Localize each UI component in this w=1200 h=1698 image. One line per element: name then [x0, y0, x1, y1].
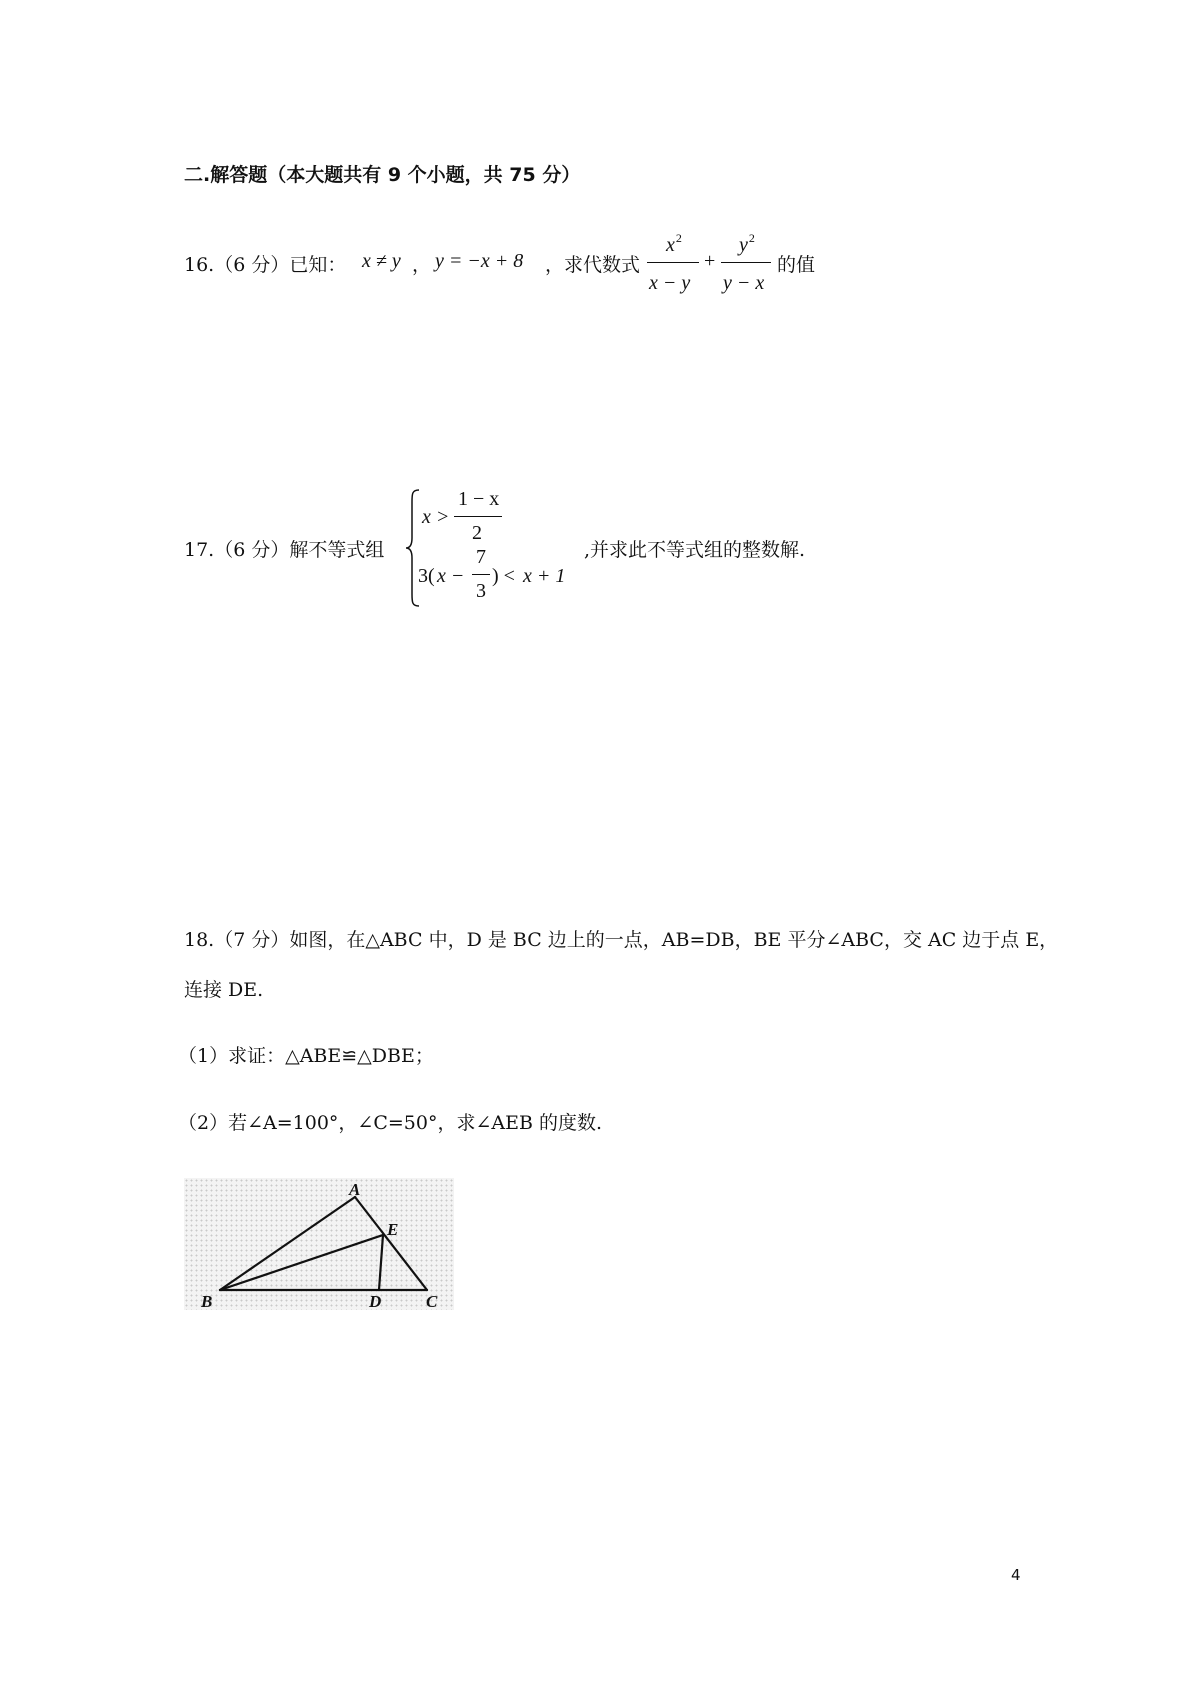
point-label-b: B — [201, 1292, 213, 1311]
q16-frac1-numerator: $x^2$ — [666, 231, 682, 256]
page-number: 4 — [1011, 1566, 1021, 1584]
segment-ab — [220, 1197, 355, 1290]
segment-ac — [355, 1197, 427, 1290]
q18-part-2: （2）若∠A=100°，∠C=50°，求∠AEB 的度数. — [178, 1112, 603, 1134]
q16-plus: + — [704, 250, 716, 272]
q16-frac1-denominator: x − y — [649, 272, 691, 294]
q17-line1-bar — [454, 516, 502, 517]
q16-frac2-bar — [721, 262, 771, 263]
q17-brace-icon — [405, 488, 421, 608]
q17-line2-close: ) < — [492, 565, 515, 587]
q17-line2-bar — [472, 574, 490, 575]
segment-be — [220, 1235, 383, 1290]
q17-suffix: ,并求此不等式组的整数解. — [584, 539, 806, 561]
q18-line-2: 连接 DE. — [184, 979, 264, 1001]
q16-condition-2: y = −x + 8 — [435, 250, 524, 272]
q16-prefix: 16.（6 分）已知： — [184, 254, 347, 276]
q17-line2-open: 3( — [418, 565, 435, 587]
q17-line1-lhs: x > — [422, 506, 450, 528]
q17-line2-numerator: 7 — [476, 546, 486, 568]
triangle-diagram — [184, 1178, 454, 1310]
q17-line2-rhs: x + 1 — [523, 565, 566, 587]
q17-line1-denominator: 2 — [472, 522, 482, 544]
q17-line2-denominator: 3 — [476, 580, 486, 602]
q17-line1-numerator: 1 − x — [458, 488, 500, 510]
point-label-d: D — [369, 1292, 382, 1311]
q18-line-1: 18.（7 分）如图，在△ABC 中，D 是 BC 边上的一点，AB=DB，BE 平分∠ABC，交 AC 边于点 E， — [184, 929, 1059, 951]
point-label-e: E — [387, 1220, 399, 1239]
q16-frac2-denominator: y − x — [723, 272, 765, 294]
q18-part-1: （1）求证：△ABE≌△DBE； — [178, 1045, 434, 1067]
q16-suffix: 的值 — [777, 254, 816, 276]
q16-separator: ， — [412, 254, 432, 276]
point-label-c: C — [426, 1292, 438, 1311]
q16-condition-1: x ≠ y — [362, 250, 401, 272]
segment-de — [379, 1235, 383, 1290]
q17-line2-x: x − — [437, 565, 465, 587]
q16-mid-text: ，求代数式 — [545, 254, 641, 276]
q16-frac2-numerator: $y^2$ — [739, 231, 755, 256]
q16-frac1-bar — [647, 262, 699, 263]
q17-prefix: 17.（6 分）解不等式组 — [184, 539, 385, 561]
section-heading: 二.解答题（本大题共有 9 个小题，共 75 分） — [184, 164, 581, 186]
point-label-a: A — [349, 1180, 361, 1199]
